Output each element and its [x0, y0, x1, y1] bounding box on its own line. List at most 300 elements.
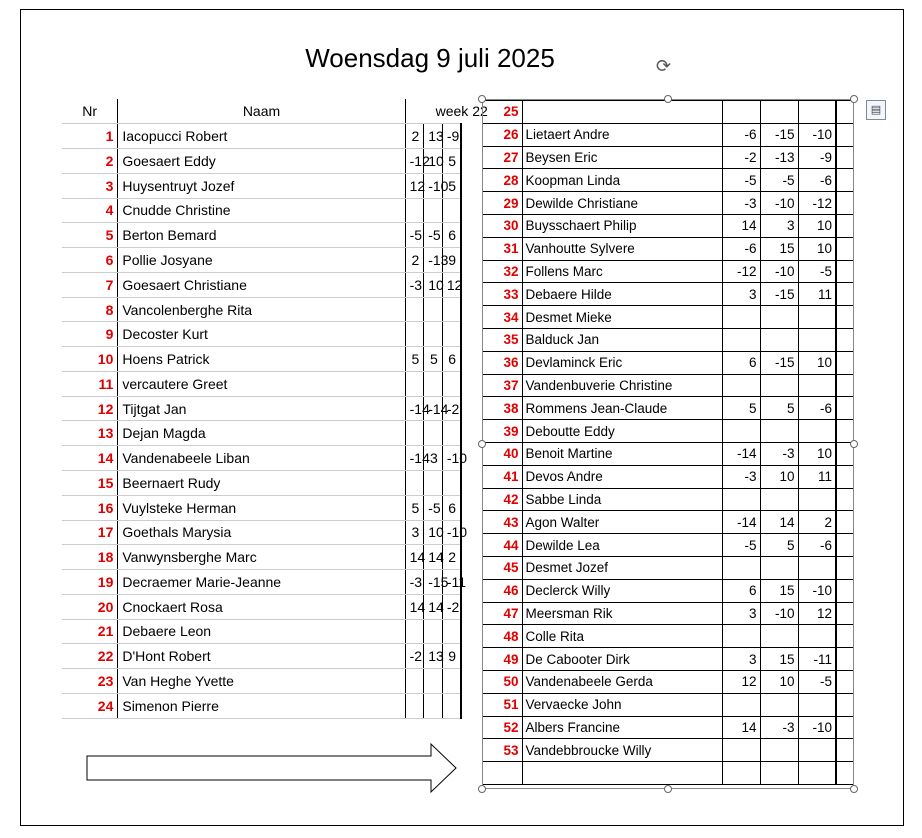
score-a [405, 371, 424, 396]
table-row [62, 619, 461, 644]
score-a [722, 328, 760, 351]
spacer-cell [836, 534, 854, 557]
spacer-cell [836, 465, 854, 488]
resize-handle-top[interactable] [664, 95, 672, 103]
score-a: 2 [405, 124, 424, 149]
score-c: -6 [798, 534, 836, 557]
score-c: 5 [442, 149, 461, 174]
score-a: 6 [722, 579, 760, 602]
score-c [442, 322, 461, 347]
score-a: 2 [405, 248, 424, 273]
player-name: Goesaert Eddy [118, 149, 405, 174]
score-b: 15 [760, 648, 798, 671]
resize-handle-bottom[interactable] [664, 785, 672, 793]
row-number: 36 [482, 351, 522, 374]
score-a [722, 101, 760, 124]
score-b: -15 [760, 123, 798, 146]
score-c: -5 [798, 670, 836, 693]
player-name: Decoster Kurt [118, 322, 405, 347]
row-number: 44 [482, 534, 522, 557]
player-name: Vandenbuverie Christine [522, 374, 722, 397]
player-name: Vancolenberghe Rita [118, 297, 405, 322]
score-c: -2 [442, 396, 461, 421]
score-a: 14 [722, 214, 760, 237]
table-row [62, 371, 461, 396]
table-row [62, 693, 461, 718]
player-name: Balduck Jan [522, 328, 722, 351]
table-row [482, 534, 854, 557]
score-c: 12 [798, 602, 836, 625]
score-b [760, 488, 798, 511]
score-a [405, 198, 424, 223]
score-b [760, 374, 798, 397]
row-number: 24 [62, 693, 118, 718]
spacer-cell [836, 602, 854, 625]
table-row [62, 594, 461, 619]
table-row [482, 693, 854, 716]
score-a: 5 [405, 495, 424, 520]
score-b: 14 [760, 511, 798, 534]
right-score-table[interactable] [482, 100, 854, 785]
score-c [442, 421, 461, 446]
player-name: Vandebbroucke Willy [522, 739, 722, 762]
score-a [405, 619, 424, 644]
player-name: Follens Marc [522, 260, 722, 283]
score-c: -5 [798, 260, 836, 283]
score-b: -14 [424, 396, 443, 421]
table-row [482, 442, 854, 465]
table-row [482, 146, 854, 169]
player-name: Agon Walter [522, 511, 722, 534]
player-name: Beernaert Rudy [118, 470, 405, 495]
table-row [62, 495, 461, 520]
rotate-handle-icon[interactable]: ⟳ [656, 56, 672, 76]
resize-handle-top-right[interactable] [850, 95, 858, 103]
player-name: Dewilde Lea [522, 534, 722, 557]
row-number: 10 [62, 347, 118, 372]
score-b [424, 619, 443, 644]
row-number: 31 [482, 237, 522, 260]
score-b [760, 306, 798, 329]
score-c: -12 [798, 192, 836, 215]
score-c [442, 470, 461, 495]
player-name: Devlaminck Eric [522, 351, 722, 374]
spacer-cell [836, 739, 854, 762]
table-row [62, 446, 461, 471]
spacer-cell [836, 625, 854, 648]
score-c: -10 [442, 446, 461, 471]
score-a: 3 [405, 520, 424, 545]
score-c: -10 [798, 123, 836, 146]
score-b: 10 [424, 520, 443, 545]
table-row [62, 223, 461, 248]
player-name: Cnudde Christine [118, 198, 405, 223]
table-row [62, 570, 461, 595]
player-name [522, 762, 722, 785]
score-b [424, 693, 443, 718]
score-b: -3 [760, 716, 798, 739]
player-name: Devos Andre [522, 465, 722, 488]
score-a: -14 [722, 442, 760, 465]
score-a: -2 [405, 644, 424, 669]
row-number: 17 [62, 520, 118, 545]
player-name: Buysschaert Philip [522, 214, 722, 237]
score-c [798, 306, 836, 329]
spacer-cell [836, 374, 854, 397]
table-row [482, 556, 854, 579]
spacer-cell [836, 123, 854, 146]
player-name: Rommens Jean-Claude [522, 397, 722, 420]
table-row [482, 306, 854, 329]
score-c: -9 [442, 124, 461, 149]
player-name: Vanwynsberghe Marc [118, 545, 405, 570]
table-row [482, 648, 854, 671]
table-row [482, 374, 854, 397]
score-b: -10 [760, 602, 798, 625]
player-name: Colle Rita [522, 625, 722, 648]
resize-handle-left[interactable] [478, 440, 486, 448]
score-c: -9 [798, 146, 836, 169]
player-name: Goethals Marysia [118, 520, 405, 545]
spacer-cell [836, 420, 854, 443]
score-c: 10 [798, 442, 836, 465]
score-c: -6 [798, 397, 836, 420]
score-a [722, 625, 760, 648]
table-row [482, 328, 854, 351]
score-c [798, 101, 836, 124]
score-a [722, 762, 760, 785]
row-number: 35 [482, 328, 522, 351]
score-c: 2 [798, 511, 836, 534]
row-number: 45 [482, 556, 522, 579]
player-name: Pollie Josyane [118, 248, 405, 273]
score-b: -5 [760, 169, 798, 192]
score-b [424, 297, 443, 322]
score-c [798, 762, 836, 785]
score-b: 15 [760, 237, 798, 260]
table-row [62, 198, 461, 223]
score-b: -10 [760, 192, 798, 215]
player-name: Goesaert Christiane [118, 272, 405, 297]
spacer-cell [836, 283, 854, 306]
spacer-cell [836, 762, 854, 785]
row-number: 1 [62, 124, 118, 149]
player-name: Debaere Leon [118, 619, 405, 644]
spacer-cell [836, 511, 854, 534]
row-number: 25 [482, 101, 522, 124]
table-row [62, 248, 461, 273]
resize-handle-top-left[interactable] [478, 95, 486, 103]
player-name: Cnockaert Rosa [118, 594, 405, 619]
player-name: Debaere Hilde [522, 283, 722, 306]
score-a: 5 [405, 347, 424, 372]
score-c: -11 [442, 570, 461, 595]
score-b: -3 [760, 442, 798, 465]
row-number: 49 [482, 648, 522, 671]
player-name: Lietaert Andre [522, 123, 722, 146]
row-number: 19 [62, 570, 118, 595]
table-row [482, 625, 854, 648]
score-b [424, 470, 443, 495]
score-a [405, 421, 424, 446]
score-a: 12 [405, 173, 424, 198]
table-row [482, 579, 854, 602]
score-a [722, 739, 760, 762]
resize-handle-bottom-left[interactable] [478, 785, 486, 793]
score-a: 5 [722, 397, 760, 420]
row-number: 37 [482, 374, 522, 397]
player-name: Desmet Mieke [522, 306, 722, 329]
player-name: De Cabooter Dirk [522, 648, 722, 671]
row-number: 46 [482, 579, 522, 602]
score-a [722, 374, 760, 397]
score-c [442, 693, 461, 718]
player-name: D'Hont Robert [118, 644, 405, 669]
score-b: -15 [760, 351, 798, 374]
score-a: -3 [405, 272, 424, 297]
player-name: Beysen Eric [522, 146, 722, 169]
score-b: -13 [760, 146, 798, 169]
score-a: 3 [722, 602, 760, 625]
score-b: 10 [760, 670, 798, 693]
table-row [482, 397, 854, 420]
score-b: -15 [424, 570, 443, 595]
score-b: 14 [424, 545, 443, 570]
left-table-header [62, 99, 461, 124]
table-row [62, 347, 461, 372]
row-number: 5 [62, 223, 118, 248]
row-number: 50 [482, 670, 522, 693]
player-name: vercautere Greet [118, 371, 405, 396]
score-b [760, 101, 798, 124]
resize-handle-right[interactable] [850, 440, 858, 448]
table-row [482, 465, 854, 488]
score-b [424, 669, 443, 694]
player-name: Sabbe Linda [522, 488, 722, 511]
table-row [482, 214, 854, 237]
score-c [442, 619, 461, 644]
score-c [442, 297, 461, 322]
score-a: -14 [722, 511, 760, 534]
row-number: 6 [62, 248, 118, 273]
score-c [798, 420, 836, 443]
row-number: 3 [62, 173, 118, 198]
spacer-cell [836, 146, 854, 169]
score-c: -11 [798, 648, 836, 671]
score-a: -2 [722, 146, 760, 169]
resize-handle-bottom-right[interactable] [850, 785, 858, 793]
player-name: Koopman Linda [522, 169, 722, 192]
player-name: Meersman Rik [522, 602, 722, 625]
player-name: Iacopucci Robert [118, 124, 405, 149]
player-name: Albers Francine [522, 716, 722, 739]
score-c [442, 371, 461, 396]
score-c: 12 [442, 272, 461, 297]
score-b [760, 420, 798, 443]
score-b [424, 421, 443, 446]
score-a: -12 [405, 149, 424, 174]
score-c [442, 198, 461, 223]
player-name: Dejan Magda [118, 421, 405, 446]
spacer-cell [836, 214, 854, 237]
score-b: -15 [760, 283, 798, 306]
player-name: Vervaecke John [522, 693, 722, 716]
score-c: 11 [798, 465, 836, 488]
score-a: -14 [405, 396, 424, 421]
row-number: 42 [482, 488, 522, 511]
score-c: 10 [798, 237, 836, 260]
score-b: 14 [424, 594, 443, 619]
table-row [62, 149, 461, 174]
score-c [442, 669, 461, 694]
score-a [405, 470, 424, 495]
score-a: 14 [405, 545, 424, 570]
score-b [424, 322, 443, 347]
table-row [62, 644, 461, 669]
score-a: -5 [405, 223, 424, 248]
score-c [798, 374, 836, 397]
row-number: 47 [482, 602, 522, 625]
score-b: 5 [760, 397, 798, 420]
score-a: 12 [722, 670, 760, 693]
score-a: -6 [722, 123, 760, 146]
row-number: 27 [482, 146, 522, 169]
score-a [722, 306, 760, 329]
player-name: Benoit Martine [522, 442, 722, 465]
score-b: -5 [424, 223, 443, 248]
row-number: 7 [62, 272, 118, 297]
score-b [424, 198, 443, 223]
player-name: Deboutte Eddy [522, 420, 722, 443]
score-a: 3 [722, 283, 760, 306]
table-row [482, 237, 854, 260]
spacer-cell [836, 192, 854, 215]
table-row [62, 297, 461, 322]
layout-options-icon[interactable]: ▤ [866, 100, 886, 120]
spacer-cell [836, 670, 854, 693]
score-b [424, 371, 443, 396]
spacer-cell [836, 237, 854, 260]
score-b: 3 [424, 446, 443, 471]
table-row [482, 283, 854, 306]
table-row [62, 470, 461, 495]
spacer-cell [836, 693, 854, 716]
table-row [62, 545, 461, 570]
player-name: Vandenabeele Liban [118, 446, 405, 471]
score-b: -13 [424, 248, 443, 273]
score-c: -10 [442, 520, 461, 545]
spacer-cell [836, 328, 854, 351]
table-row [62, 396, 461, 421]
score-a: -5 [722, 169, 760, 192]
row-number: 53 [482, 739, 522, 762]
table-row [482, 762, 854, 785]
table-row [62, 669, 461, 694]
score-b [760, 693, 798, 716]
row-number: 43 [482, 511, 522, 534]
spacer-cell [836, 260, 854, 283]
score-c: 5 [442, 173, 461, 198]
player-name: Vanhoutte Sylvere [522, 237, 722, 260]
player-name: Tijtgat Jan [118, 396, 405, 421]
score-a: -5 [722, 534, 760, 557]
table-row [482, 192, 854, 215]
row-number: 12 [62, 396, 118, 421]
player-name: Dewilde Christiane [522, 192, 722, 215]
score-b: 5 [760, 534, 798, 557]
row-number: 40 [482, 442, 522, 465]
spacer-cell [836, 101, 854, 124]
score-a [722, 693, 760, 716]
table-row [482, 260, 854, 283]
table-row [482, 511, 854, 534]
row-number: 39 [482, 420, 522, 443]
right-table-body [482, 101, 854, 785]
player-name: Simenon Pierre [118, 693, 405, 718]
row-number: 14 [62, 446, 118, 471]
score-c [798, 739, 836, 762]
row-number: 16 [62, 495, 118, 520]
score-c: 11 [798, 283, 836, 306]
score-c: -10 [798, 579, 836, 602]
score-c: -2 [442, 594, 461, 619]
score-b: -10 [760, 260, 798, 283]
row-number: 4 [62, 198, 118, 223]
score-c: 2 [442, 545, 461, 570]
table-row [62, 421, 461, 446]
score-b: 10 [424, 272, 443, 297]
spacer-cell [836, 648, 854, 671]
score-a [405, 669, 424, 694]
row-number: 51 [482, 693, 522, 716]
score-a: 14 [722, 716, 760, 739]
row-number: 15 [62, 470, 118, 495]
table-row [482, 488, 854, 511]
row-number: 26 [482, 123, 522, 146]
row-number: 29 [482, 192, 522, 215]
table-row [482, 351, 854, 374]
row-number: 38 [482, 397, 522, 420]
table-row [62, 520, 461, 545]
score-a: -6 [722, 237, 760, 260]
score-a: -3 [405, 570, 424, 595]
row-number: 52 [482, 716, 522, 739]
player-name: Vandenabeele Gerda [522, 670, 722, 693]
row-number: 34 [482, 306, 522, 329]
row-number: 21 [62, 619, 118, 644]
score-b: 10 [760, 465, 798, 488]
row-number: 20 [62, 594, 118, 619]
score-c: 9 [442, 248, 461, 273]
table-row [482, 739, 854, 762]
score-c: 10 [798, 214, 836, 237]
score-c [798, 488, 836, 511]
score-a: -12 [722, 260, 760, 283]
score-a [405, 322, 424, 347]
table-row [482, 123, 854, 146]
row-number: 33 [482, 283, 522, 306]
left-score-table [62, 99, 488, 719]
player-name: Berton Bemard [118, 223, 405, 248]
score-c: -10 [798, 716, 836, 739]
row-number: 28 [482, 169, 522, 192]
spacer-cell [836, 579, 854, 602]
score-b: 10 [424, 149, 443, 174]
table-row [62, 124, 461, 149]
spacer-cell [836, 488, 854, 511]
row-number: 18 [62, 545, 118, 570]
player-name: Decraemer Marie-Jeanne [118, 570, 405, 595]
